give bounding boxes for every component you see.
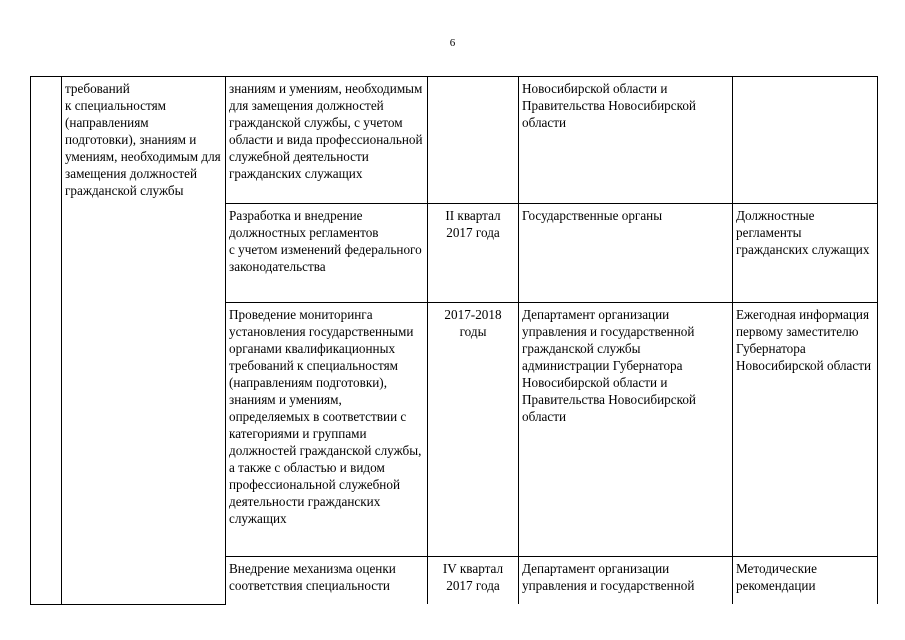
measure-cell: знаниям и умениям, необходимым для замещения должностей гражданской службы, с учетом области и вида профессиональной служебной деятельности гражданских служащих [226,77,428,204]
result-cell [733,77,878,204]
result-cell: Должностные регламенты гражданских служащих [733,204,878,303]
measure-cell: Внедрение механизма оценки соответствия специальности [226,557,428,605]
deadline-cell [428,77,519,204]
plan-table [30,76,878,605]
responsible-cell: Государственные органы [519,204,733,303]
deadline-cell: II квартал 2017 года [428,204,519,303]
responsible-cell: Новосибирской области и Правительства Новосибирской области [519,77,733,204]
responsible-cell: Департамент организации управления и государственной [519,557,733,605]
measure-cell: Проведение мониторинга установления государственными органами квалификационных требований к специальностям (направлениям подготовки), знаниям и умениям, определяемых в соответствии с категориями и группами должностей гражданской службы, а также с областью и видом профессиональной служебной деятельности гражданских служащих [226,303,428,557]
table-row [31,77,878,204]
row-number-cell [31,77,62,605]
result-cell: Методические рекомендации [733,557,878,605]
measure-cell: Разработка и внедрение должностных регламентов с учетом изменений федерального законодательства [226,204,428,303]
result-cell: Ежегодная информация первому заместителю Губернатора Новосибирской области [733,303,878,557]
responsible-cell: Департамент организации управления и государственной гражданской службы администрации Губернатора Новосибирской области и Правительства Новосибирской области [519,303,733,557]
page-number: 6 [449,37,456,49]
deadline-cell: 2017-2018 годы [428,303,519,557]
deadline-cell: IV квартал 2017 года [428,557,519,605]
direction-cell: требований к специальностям (направлениям подготовки), знаниям и умениям, необходимым для замещения должностей гражданской службы [62,77,226,605]
